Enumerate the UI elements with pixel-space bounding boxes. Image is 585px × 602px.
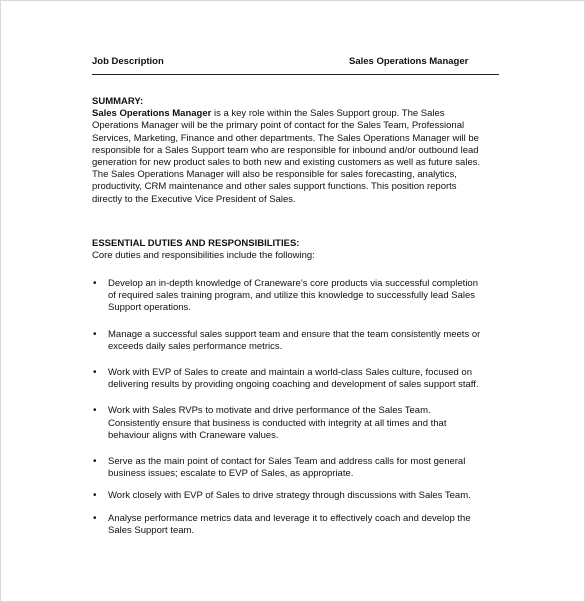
header-rule	[92, 74, 499, 75]
list-item	[92, 513, 502, 537]
summary-line-1	[92, 108, 502, 120]
summary-line: directly to the Executive Vice President of Sales.	[92, 193, 296, 205]
list-item-line: • Work with Sales RVPs to motivate and drive performance of the Sales Team.	[108, 405, 431, 417]
list-item-line: of required sales training program, and utilize this knowledge to successfully lead Sales	[108, 290, 476, 302]
list-item	[92, 456, 502, 480]
document-header	[92, 56, 499, 74]
list-item-line: behaviour aligns with Craneware values.	[108, 429, 279, 441]
list-item	[92, 367, 502, 391]
list-item-line: • Work closely with EVP of Sales to drive strategy through discussions with Sales Team.	[108, 490, 471, 502]
list-item-line: business issues; escalate to EVP of Sales, as appropriate.	[108, 468, 354, 480]
duties-list	[92, 278, 502, 551]
list-item	[92, 405, 502, 442]
list-item-line: Sales Support team.	[108, 524, 195, 536]
list-item-line: Support operations.	[108, 302, 191, 314]
summary-line: Operations Manager will be the primary point of contact for the Sales Team, Professional	[92, 120, 465, 132]
list-item-line: Consistently ensure that business is conducted with integrity at all times and that	[108, 417, 447, 429]
duties-section	[92, 238, 502, 262]
list-item	[92, 329, 502, 353]
list-item-line: exceeds daily sales performance metrics.	[108, 340, 283, 352]
summary-bold-title: Sales Operations Manager	[92, 108, 212, 120]
header-doc-type: Job Description	[92, 56, 164, 67]
list-item	[92, 490, 502, 502]
list-item-line: • Develop an in-depth knowledge of Craneware’s core products via successful completion	[108, 278, 478, 289]
list-item-line: • Work with EVP of Sales to create and maintain a world-class Sales culture, focused on	[108, 367, 472, 379]
header-job-title: Sales Operations Manager	[349, 56, 469, 67]
summary-line: The Sales Operations Manager will also be responsible for sales forecasting, analytics,	[92, 169, 457, 181]
summary-heading: SUMMARY:	[92, 96, 144, 107]
summary-line: Services, Marketing, Finance and other departments. The Sales Operations Manager will be	[92, 132, 479, 144]
summary-line-1-tail: is a key role within the Sales Support group. The Sales	[211, 108, 445, 120]
list-item-line: • Manage a successful sales support team and ensure that the team consistently meets or	[108, 328, 481, 340]
summary-section	[92, 96, 502, 206]
summary-line: responsible for a Sales Support team who are responsible for inbound and/or outbound lead	[92, 144, 479, 156]
list-item-line: • Serve as the main point of contact for Sales Team and address calls for most general	[108, 456, 466, 468]
list-item-line: delivering results by providing ongoing coaching and development of sales support staff.	[108, 379, 479, 391]
list-item-line: • Analyse performance metrics data and leverage it to effectively coach and develop the	[108, 512, 471, 524]
duties-intro: Core duties and responsibilities include the following:	[92, 250, 315, 262]
summary-line: generation for new product sales to both new and existing customers as well as future sales.	[92, 157, 481, 169]
duties-heading: ESSENTIAL DUTIES AND RESPONSIBILITIES:	[92, 238, 300, 249]
list-item	[92, 278, 502, 315]
summary-line: productivity, CRM maintenance and other sales support functions. This position reports	[92, 181, 457, 193]
